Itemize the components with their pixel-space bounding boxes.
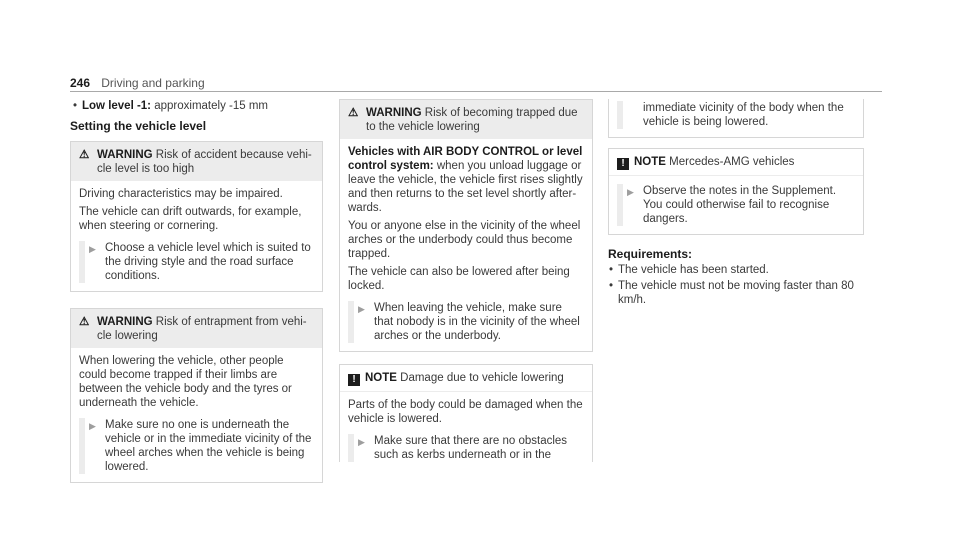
condition-label: Vehicles with AIR BODY CONTROL or level control system: <box>348 146 583 172</box>
note-title: NOTE <box>634 156 666 168</box>
note-body <box>609 176 863 234</box>
step-arrow-icon: ▶ <box>358 437 365 447</box>
column-1 <box>70 99 323 483</box>
warning-box <box>70 308 323 483</box>
warning-box <box>339 99 593 352</box>
warning-title: WARNING <box>366 107 422 119</box>
instruction-step <box>617 101 855 129</box>
warning-header <box>71 309 322 348</box>
step-arrow-icon: ▶ <box>89 244 96 254</box>
step-text: When leaving the vehicle, make sure that nobody is in the vicinity of the wheel arches or the underbody. <box>374 302 580 342</box>
warning-paragraph: The vehicle can also be lowered after being locked. <box>348 266 570 292</box>
header-divider <box>70 91 882 92</box>
exclamation-icon: ! <box>617 158 629 170</box>
warning-body <box>71 348 322 482</box>
bullet-icon: • <box>73 100 78 112</box>
section-title: Driving and parking <box>101 76 205 90</box>
instruction-step <box>79 418 314 474</box>
note-paragraph: Parts of the body could be damaged when the vehicle is lowered. <box>348 399 583 425</box>
note-body <box>609 99 863 137</box>
page-number: 246 <box>70 76 91 90</box>
instruction-step <box>348 301 584 343</box>
list-item <box>608 263 864 277</box>
warning-lead-cont: cle lowering <box>97 330 158 342</box>
column-3 <box>608 99 864 307</box>
section-heading: Setting the vehicle level <box>70 119 207 133</box>
warning-triangle-icon: ⚠ <box>79 149 90 161</box>
warning-box <box>70 141 323 292</box>
requirement-text: The vehicle has been started. <box>618 264 769 276</box>
note-box <box>608 148 864 235</box>
column-2 <box>339 99 593 462</box>
note-header <box>340 365 592 392</box>
page-header <box>70 76 882 90</box>
warning-title: WARNING <box>97 149 153 161</box>
step-arrow-icon: ▶ <box>358 304 365 314</box>
step-text: Choose a vehicle level which is suited to the driving style and the road surface conditions. <box>105 242 311 282</box>
step-text: immediate vicinity of the body when the vehicle is being lowered. <box>643 102 844 128</box>
warning-triangle-icon: ⚠ <box>79 316 90 328</box>
warning-lead: Risk of entrapment from vehi- <box>155 316 307 328</box>
step-text: Make sure no one is underneath the vehicle or in the immediate vicinity of the wheel arches when the vehicle is being lowered. <box>105 419 312 473</box>
warning-body <box>340 139 592 351</box>
bullet-icon: • <box>609 280 614 292</box>
warning-title: WARNING <box>97 316 153 328</box>
step-arrow-icon: ▶ <box>89 421 96 431</box>
warning-paragraph <box>348 145 584 215</box>
note-lead: Mercedes-AMG vehicles <box>669 156 795 168</box>
warning-paragraph: When lowering the vehicle, other people could become trapped if their limbs are between the vehicle body and the tyres or underneath the vehicle. <box>79 355 292 409</box>
note-body <box>340 392 592 462</box>
warning-lead-cont: to the vehicle lowering <box>366 121 480 133</box>
requirement-text: The vehicle must not be moving faster than 80 km/h. <box>618 280 854 306</box>
condition-text: when you unload luggage or leave the vehicle, the vehicle first rises slightly and then returns to the set level shortly after-wards. <box>348 160 583 214</box>
note-box <box>339 364 593 462</box>
bullet-text: approximately -15 mm <box>154 100 268 112</box>
warning-triangle-icon: ⚠ <box>348 107 359 119</box>
warning-lead: Risk of becoming trapped due <box>424 107 578 119</box>
bullet-icon: • <box>609 264 614 276</box>
note-lead: Damage due to vehicle lowering <box>400 372 564 384</box>
exclamation-icon: ! <box>348 374 360 386</box>
list-item <box>72 99 323 113</box>
step-text: Observe the notes in the Supplement. You could otherwise fail to recognise dangers. <box>643 185 837 225</box>
instruction-step <box>617 184 855 226</box>
step-arrow-icon: ▶ <box>627 187 634 197</box>
warning-paragraph: Driving characteristics may be impaired. <box>79 188 283 200</box>
note-title: NOTE <box>365 372 397 384</box>
warning-paragraph: You or anyone else in the vicinity of the wheel arches or the underbody could thus become trapped. <box>348 220 581 260</box>
warning-lead: Risk of accident because vehi- <box>155 149 312 161</box>
bullet-label: Low level -1: <box>82 100 152 112</box>
warning-header <box>71 142 322 181</box>
list-item <box>608 279 864 307</box>
note-header <box>609 149 863 176</box>
requirements-heading: Requirements: <box>608 247 693 261</box>
note-continuation <box>608 99 864 138</box>
warning-paragraph: The vehicle can drift outwards, for example, when steering or cornering. <box>79 206 302 232</box>
instruction-step <box>348 434 584 462</box>
warning-body <box>71 181 322 291</box>
warning-header <box>340 100 592 139</box>
warning-lead-cont: cle level is too high <box>97 163 195 175</box>
step-text: Make sure that there are no obstacles such as kerbs underneath or in the <box>374 435 568 461</box>
instruction-step <box>79 241 314 283</box>
